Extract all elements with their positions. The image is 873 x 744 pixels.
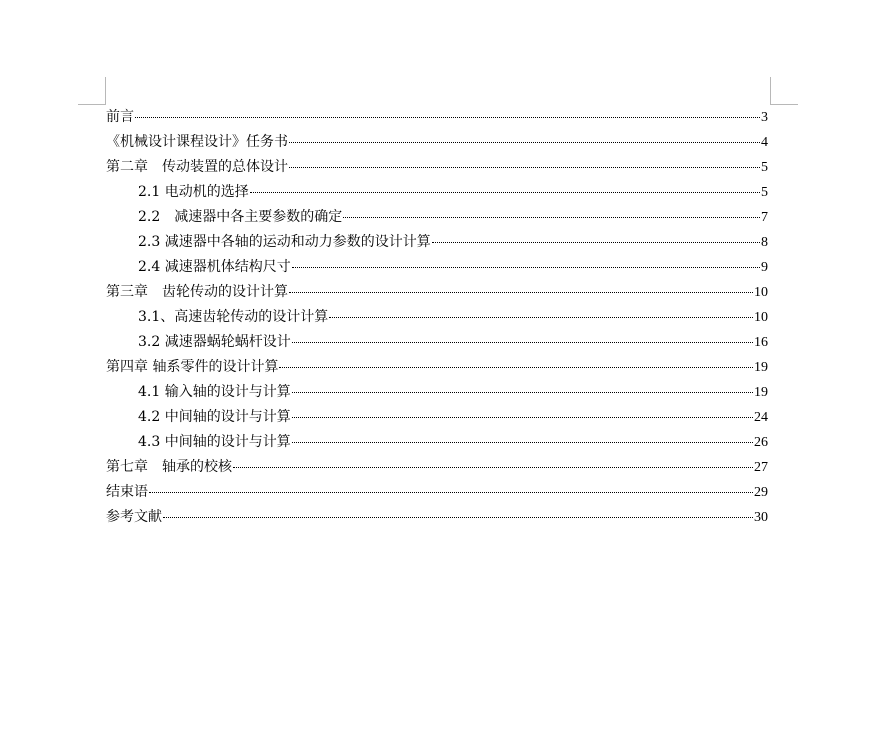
toc-entry-label: 2.1 电动机的选择 (138, 184, 249, 200)
toc-page-number: 19 (754, 385, 768, 400)
page-margin-corner-top-left (78, 77, 106, 105)
toc-page-number: 27 (754, 460, 768, 475)
toc-page-number: 8 (761, 235, 768, 250)
toc-entry-label: 4.2 中间轴的设计与计算 (138, 409, 291, 425)
toc-page-number: 30 (754, 510, 768, 525)
toc-page-number: 19 (754, 360, 768, 375)
toc-entry[interactable] (106, 130, 768, 155)
toc-dot-leader (292, 342, 753, 343)
toc-page-number: 10 (754, 310, 768, 325)
toc-entry-label: 前言 (106, 109, 134, 125)
toc-page-number: 7 (761, 210, 768, 225)
toc-entry[interactable] (106, 280, 768, 305)
toc-entry-label: 第七章 轴承的校核 (106, 459, 232, 475)
toc-page-number: 4 (761, 135, 768, 150)
toc-entry-label: 第二章 传动装置的总体设计 (106, 159, 288, 175)
toc-entry[interactable] (106, 430, 768, 455)
toc-entry-label: 第四章 轴系零件的设计计算 (106, 359, 279, 375)
toc-dot-leader (163, 517, 753, 518)
toc-entry[interactable] (106, 205, 768, 230)
toc-dot-leader (289, 142, 760, 143)
toc-entry[interactable] (106, 380, 768, 405)
toc-entry-label: 第三章 齿轮传动的设计计算 (106, 284, 288, 300)
page-margin-corner-top-right (770, 77, 798, 105)
toc-dot-leader (233, 467, 753, 468)
toc-entry-label: 3.1、高速齿轮传动的设计计算 (138, 309, 329, 325)
toc-dot-leader (289, 167, 760, 168)
toc-page-number: 24 (754, 410, 768, 425)
toc-dot-leader (292, 442, 753, 443)
toc-entry[interactable] (106, 405, 768, 430)
toc-entry[interactable] (106, 155, 768, 180)
toc-entry-label: 3.2 减速器蜗轮蜗杆设计 (138, 334, 291, 350)
toc-dot-leader (149, 492, 753, 493)
toc-dot-leader (343, 217, 760, 218)
toc-entry-label: 4.3 中间轴的设计与计算 (138, 434, 291, 450)
toc-entry-label: 2.3 减速器中各轴的运动和动力参数的设计计算 (138, 234, 431, 250)
toc-dot-leader (432, 242, 760, 243)
toc-dot-leader (135, 117, 760, 118)
toc-dot-leader (279, 367, 753, 368)
toc-dot-leader (250, 192, 760, 193)
toc-entry[interactable] (106, 330, 768, 355)
toc-entry-label: 参考文献 (106, 509, 162, 525)
toc-page-number: 10 (754, 285, 768, 300)
toc-entry[interactable] (106, 455, 768, 480)
toc-page-number: 16 (754, 335, 768, 350)
toc-dot-leader (292, 417, 753, 418)
toc-entry[interactable] (106, 255, 768, 280)
toc-entry[interactable] (106, 505, 768, 530)
toc-entry[interactable] (106, 480, 768, 505)
table-of-contents (106, 105, 768, 530)
toc-entry-label: 《机械设计课程设计》任务书 (106, 134, 288, 150)
toc-entry[interactable] (106, 105, 768, 130)
toc-dot-leader (329, 317, 753, 318)
toc-entry[interactable] (106, 355, 768, 380)
toc-entry-label: 2.4 减速器机体结构尺寸 (138, 259, 291, 275)
toc-page-number: 9 (761, 260, 768, 275)
toc-entry-label: 2.2 减速器中各主要参数的确定 (138, 209, 343, 225)
toc-page-number: 5 (761, 185, 768, 200)
toc-page-number: 3 (761, 110, 768, 125)
toc-entry[interactable] (106, 230, 768, 255)
toc-dot-leader (292, 392, 753, 393)
toc-dot-leader (292, 267, 760, 268)
toc-entry-label: 4.1 输入轴的设计与计算 (138, 384, 291, 400)
toc-page-number: 5 (761, 160, 768, 175)
toc-page-number: 26 (754, 435, 768, 450)
toc-entry[interactable] (106, 305, 768, 330)
toc-entry-label: 结束语 (106, 484, 148, 500)
toc-dot-leader (289, 292, 753, 293)
toc-entry[interactable] (106, 180, 768, 205)
toc-page-number: 29 (754, 485, 768, 500)
